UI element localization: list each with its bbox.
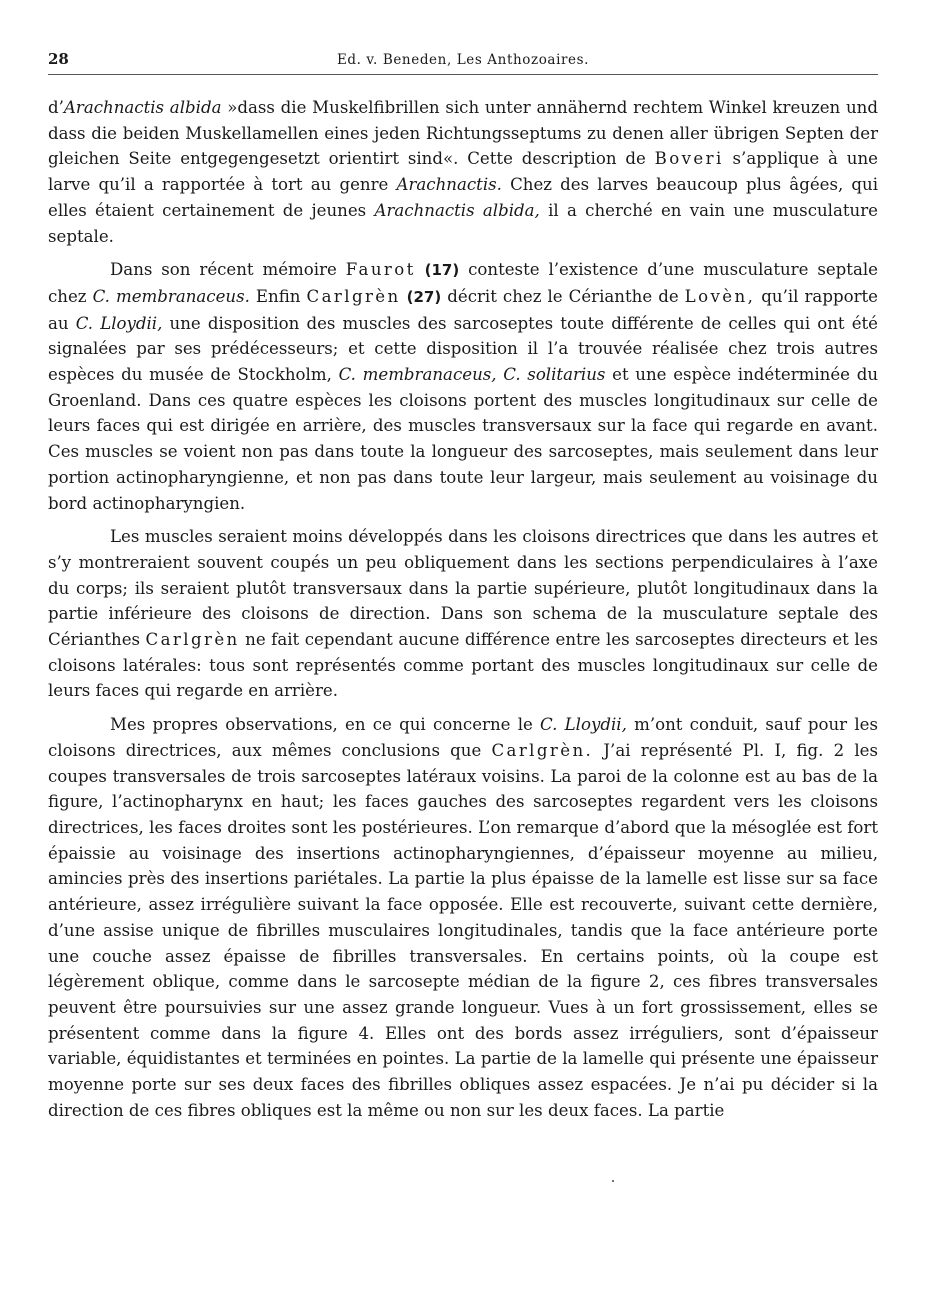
italic-term: C. Lloydii, bbox=[540, 715, 627, 735]
body-text bbox=[48, 95, 878, 1131]
text-run: »dass die Muskelfibrillen sich unter annähernd rechtem Winkel kreuzen und dass die beiden Muskellamellen eines jeden Richtungsseptums zu denen aller übrigen Septen der gleichen Seite entgegengesetzt orientirt sind«. Cette description de bbox=[48, 98, 878, 169]
header-rule bbox=[48, 74, 878, 75]
text-run: ne fait cependant aucune différence entre les sarcoseptes directeurs et les cloisons latérales: tous sont représentés comme portant des muscles longitudinaux sur celle de leurs faces qui regarde en arrière. bbox=[48, 630, 878, 701]
author-name: Carlgrèn bbox=[306, 286, 401, 306]
text-run: qu’il rapporte au bbox=[48, 286, 878, 333]
text-run: Dans son récent mémoire bbox=[110, 260, 346, 280]
page-header bbox=[48, 50, 878, 70]
text-run: une disposition des muscles des sarcoseptes toute différente de celles qui ont été signalées par ses prédécesseurs; et cette disposition il l’a trouvée réalisée chez trois autres espèces du musée de Stockholm, bbox=[48, 313, 879, 385]
text-run: conteste l’existence d’une musculature septale chez bbox=[48, 260, 878, 306]
text-run: s’applique à une larve qu’il a rapportée à tort au genre bbox=[48, 149, 878, 195]
text-run: J’ai représenté Pl. I, fig. 2 les coupes transversales de trois sarcoseptes latéraux voisins. La paroi de la colonne est au bas de la figure, l’actinopharynx en haut; les faces gauches des sarcoseptes regardent vers les cloisons directrices, les faces droites sont les postérieures. L’on remarque d’abord que la mésoglée est fort épaissie au voisinage des insertions actinopharyngiennes, d’épaisseur moyenne au milieu, amincies près des insertions pariétales. La partie la plus épaisse de la lamelle est lisse sur sa face antérieure, assez irrégulière suivant la face opposée. Elle est recouverte, suivant cette dernière, d’une assise unique de fibrilles musculaires longitudinales, tandis que la face antérieure porte une couche assez épaisse de fibrilles transversales. En certains points, où la coupe est légèrement oblique, comme dans le sarcosepte médian de la figure 2, ces fibres transversales peuvent être poursuivies sur une assez grande longueur. Vues à un fort grossissement, elles se présentent comme dans la figure 4. Elles ont des bords assez irréguliers, sont d’épaisseur variable, équidistantes et terminées en pointes. La partie de la lamelle qui présente une épaisseur moyenne porte sur ses deux faces des fibrilles obliques assez espacées. Je n’ai pu décider si la direction de ces fibres obliques est la même ou non sur les deux faces. La partie bbox=[48, 740, 878, 1120]
italic-term: C. membranaceus. bbox=[92, 286, 250, 306]
italic-term: C. membranaceus, C. solitarius bbox=[338, 365, 606, 385]
author-name: Carlgrèn bbox=[145, 630, 240, 650]
reference-number: (17) bbox=[424, 261, 460, 280]
author-name: Lovèn, bbox=[684, 286, 756, 306]
author-name: Faurot bbox=[345, 260, 416, 280]
author-name: Carlgrèn. bbox=[491, 740, 594, 760]
paragraph bbox=[48, 257, 878, 516]
italic-term: Arachnactis albida bbox=[63, 98, 222, 117]
paragraph bbox=[48, 95, 878, 249]
text-run: Chez des larves beaucoup plus âgées, qui elles étaient certainement de jeunes bbox=[48, 175, 879, 220]
text-run: il a cherché en vain une musculature septale. bbox=[48, 200, 878, 246]
print-speck bbox=[612, 1180, 614, 1182]
text-run: m’ont conduit, sauf pour les cloisons directrices, aux mêmes conclusions que bbox=[48, 715, 878, 760]
paragraph bbox=[48, 524, 878, 704]
author-name: Boveri bbox=[654, 149, 724, 169]
page-number: 28 bbox=[48, 50, 69, 68]
text-run bbox=[416, 260, 425, 279]
text-run: décrit chez le Cérianthe de bbox=[441, 286, 685, 306]
reference-number: (27) bbox=[406, 287, 442, 306]
italic-term: Arachnactis. bbox=[396, 175, 502, 195]
running-head: Ed. v. Beneden, Les Anthozoaires. bbox=[336, 52, 590, 68]
italic-term: C. Lloydii, bbox=[75, 313, 163, 333]
text-run: Les muscles seraient moins développés dans les cloisons directrices que dans les autres et s’y montreraient souvent coupés un peu obliquement dans les sections perpendiculaires à l’axe du corps; ils seraient plutôt transversaux dans la partie supérieure, plutôt longitudinaux dans la partie inférieure des cloisons de direction. Dans son schema de la musculature septale des Cérianthes bbox=[48, 527, 878, 650]
paragraph bbox=[48, 712, 878, 1123]
text-run: Enfin bbox=[249, 286, 307, 306]
text-run: d’ bbox=[48, 98, 64, 117]
text-run: et une espèce indéterminée du Groenland. Dans ces quatre espèces les cloisons portent des muscles longitudinaux sur celle de leurs faces qui est dirigée en arrière, des muscles transversaux sur la face qui regarde en avant. Ces muscles se voient non pas dans toute la longueur des sarcoseptes, mais seulement dans leur portion actinopharyngienne, et non pas dans toute leur largeur, mais seulement au voisinage du bord actinopharyngien. bbox=[48, 365, 879, 513]
italic-term: Arachnactis albida, bbox=[374, 200, 540, 220]
text-run: Mes propres observations, en ce qui concerne le bbox=[110, 715, 541, 735]
